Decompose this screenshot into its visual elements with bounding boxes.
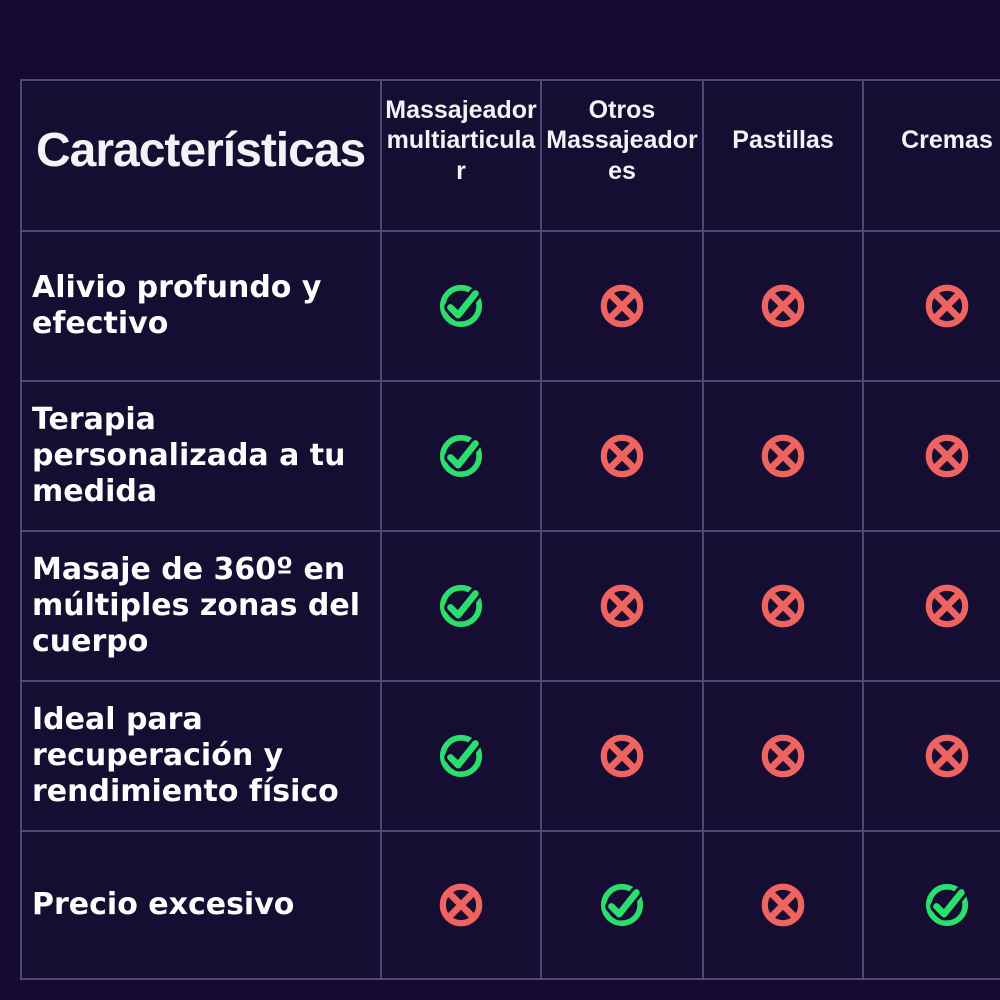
check-circle-icon xyxy=(382,682,540,830)
features-header-cell xyxy=(22,81,380,230)
column-header-massajeador-multiarticular xyxy=(382,81,540,230)
column-header-otros-massajeadores xyxy=(542,81,702,230)
feature-label: Alivio profundo y efectivo xyxy=(32,270,322,341)
cross-circle-icon xyxy=(704,832,862,978)
feature-label-cell xyxy=(22,382,380,530)
cross-circle-icon xyxy=(704,682,862,830)
cross-circle-icon xyxy=(704,382,862,530)
column-header-label: Cremas xyxy=(901,126,993,155)
comparison-table xyxy=(20,79,1000,980)
feature-label-cell xyxy=(22,682,380,830)
feature-label: Masaje de 360º en múltiples zonas del cuerpo xyxy=(32,552,361,659)
feature-label-cell xyxy=(22,832,380,978)
cross-circle-icon xyxy=(864,382,1000,530)
feature-label-cell xyxy=(22,532,380,680)
cross-circle-icon xyxy=(704,232,862,380)
column-header-label: Otros Massajeadores xyxy=(546,95,698,185)
cross-circle-icon xyxy=(382,832,540,978)
cross-circle-icon xyxy=(542,532,702,680)
check-circle-icon xyxy=(542,832,702,978)
feature-label-cell xyxy=(22,232,380,380)
feature-label: Terapia personalizada a tu medida xyxy=(32,402,346,509)
cross-circle-icon xyxy=(542,682,702,830)
check-circle-icon xyxy=(382,532,540,680)
check-circle-icon xyxy=(382,232,540,380)
cross-circle-icon xyxy=(864,232,1000,380)
column-header-cremas xyxy=(864,81,1000,230)
features-title: Características xyxy=(36,124,366,178)
cross-circle-icon xyxy=(864,682,1000,830)
feature-label: Ideal para recuperación y rendimiento físico xyxy=(32,702,339,809)
column-header-pastillas xyxy=(704,81,862,230)
cross-circle-icon xyxy=(542,232,702,380)
cross-circle-icon xyxy=(542,382,702,530)
cross-circle-icon xyxy=(864,532,1000,680)
check-circle-icon xyxy=(864,832,1000,978)
column-header-label: Massajeador multiarticular xyxy=(385,95,537,185)
column-header-label: Pastillas xyxy=(732,126,834,155)
feature-label: Precio excesivo xyxy=(32,887,295,922)
check-circle-icon xyxy=(382,382,540,530)
cross-circle-icon xyxy=(704,532,862,680)
